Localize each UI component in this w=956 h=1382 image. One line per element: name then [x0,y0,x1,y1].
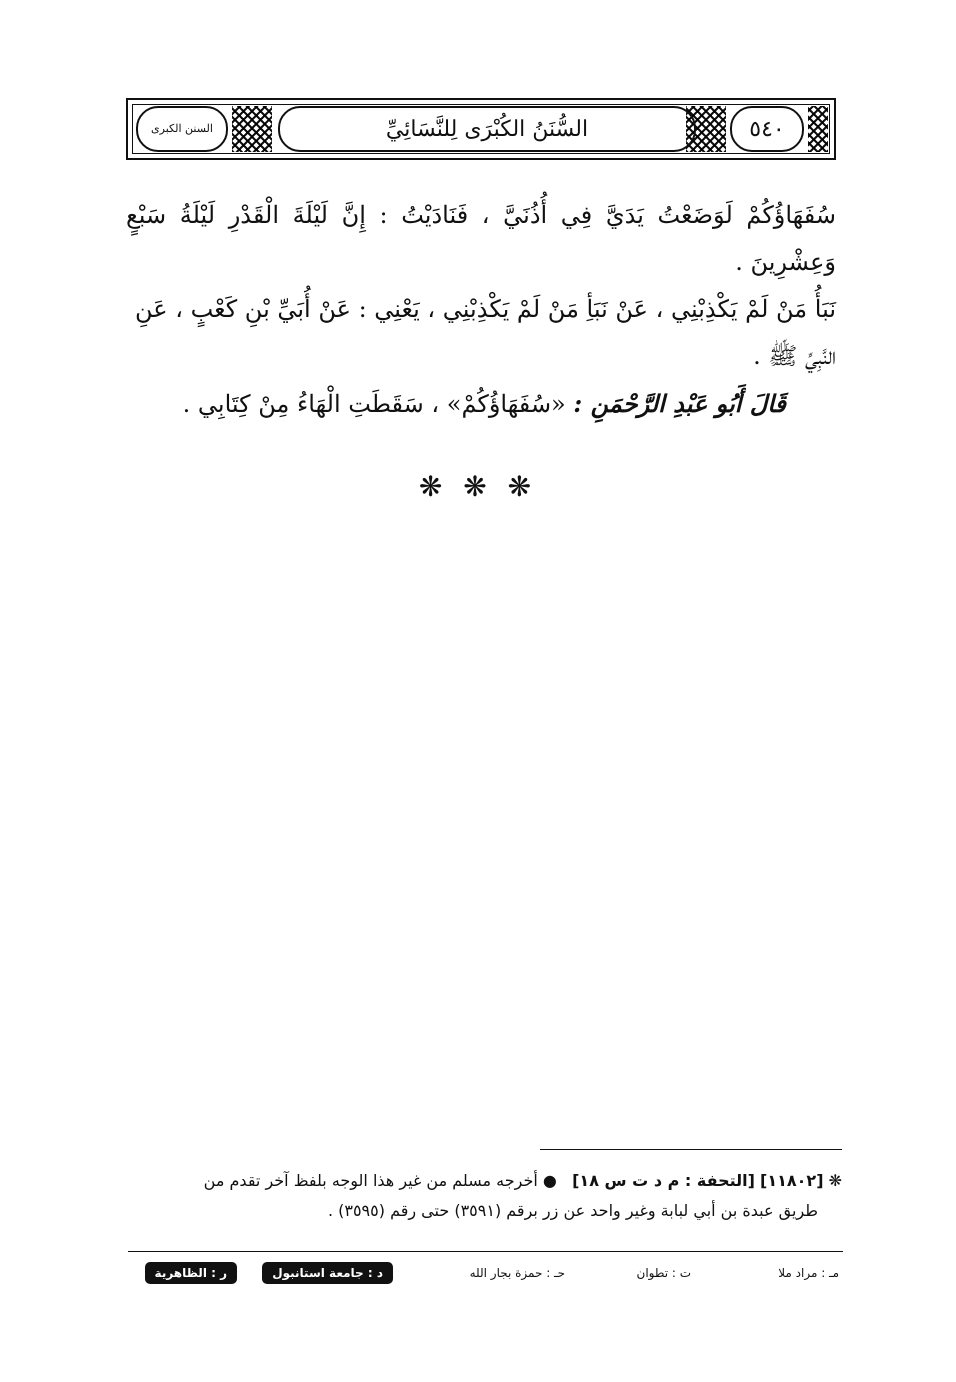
manuscript-credits [128,1262,843,1294]
logo-calligraphy: السنن الكبرى [151,122,213,135]
footnote-text: أخرجه مسلم من غير هذا الوجه بلفظ آخر تقدم من [203,1171,538,1190]
bottom-rule [128,1251,843,1252]
text-line: النَّبِيِّ ﷺ . [753,342,836,370]
credit-m: مـ : مراد ملا [778,1266,839,1280]
footnote-marker: ❋ [828,1171,842,1190]
book-title-cartouche [278,106,696,152]
page-header [126,98,836,160]
author-comment [126,380,836,428]
credit-t: ت : تطوان [636,1266,691,1280]
section-separator: ❋ ❋ ❋ [418,470,538,503]
page-number-medallion [730,106,804,152]
author-comment-label: قَالَ أَبُو عَبْدِ الرَّحْمَنِ : [573,389,786,418]
logo-medallion [136,106,228,152]
page-number: ٥٤٠ [749,116,785,142]
credit-r-badge: ر : الظاهرية [145,1262,237,1284]
book-title: السُّنَنُ الكُبْرَى لِلنَّسَائِيِّ [385,116,589,142]
footnote-line [130,1166,842,1196]
footnote [130,1166,842,1226]
header-ornament-left [232,106,272,152]
text-line: نَبَأُ مَنْ لَمْ يَكْذِبْنِي ، عَنْ نَبَأِ مَنْ لَمْ يَكْذِبْنِي ، يَعْنِي : عَنْ أُبَيِّ بْنِ كَعْبٍ ، عَنِ [135,295,836,323]
author-comment-text: «سُفَهَاؤُكُمْ» ، سَقَطَتِ الْهَاءُ مِنْ كِتَابِي . [182,390,566,418]
header-ornament-mid-right [808,106,828,152]
footnote-line: طريق عبدة بن أبي لبابة وغير واحد عن زر برقم (٣٥٩١) حتى رقم (٣٥٩٥) . [327,1201,818,1220]
tuhfa-reference: [التحفة : م د ت س ١٨] [572,1171,755,1190]
bullet-icon: ● [542,1171,557,1190]
footnote-rule [540,1149,842,1150]
hadith-number: [١١٨٠٢] [760,1171,824,1190]
credit-h: حـ : حمزة بجار الله [469,1266,565,1280]
credit-d-badge: د : جامعة استانبول [262,1262,393,1284]
text-line: سُفَهَاؤُكُمْ لَوَضَعْتُ يَدَيَّ فِي أُذُنَيَّ ، فَنَادَيْتُ : إِنَّ لَيْلَةَ الْقَدْرِ لَيْلَةُ سَبْعٍ وَعِشْرِينَ . [126,201,836,276]
main-text [126,192,836,428]
